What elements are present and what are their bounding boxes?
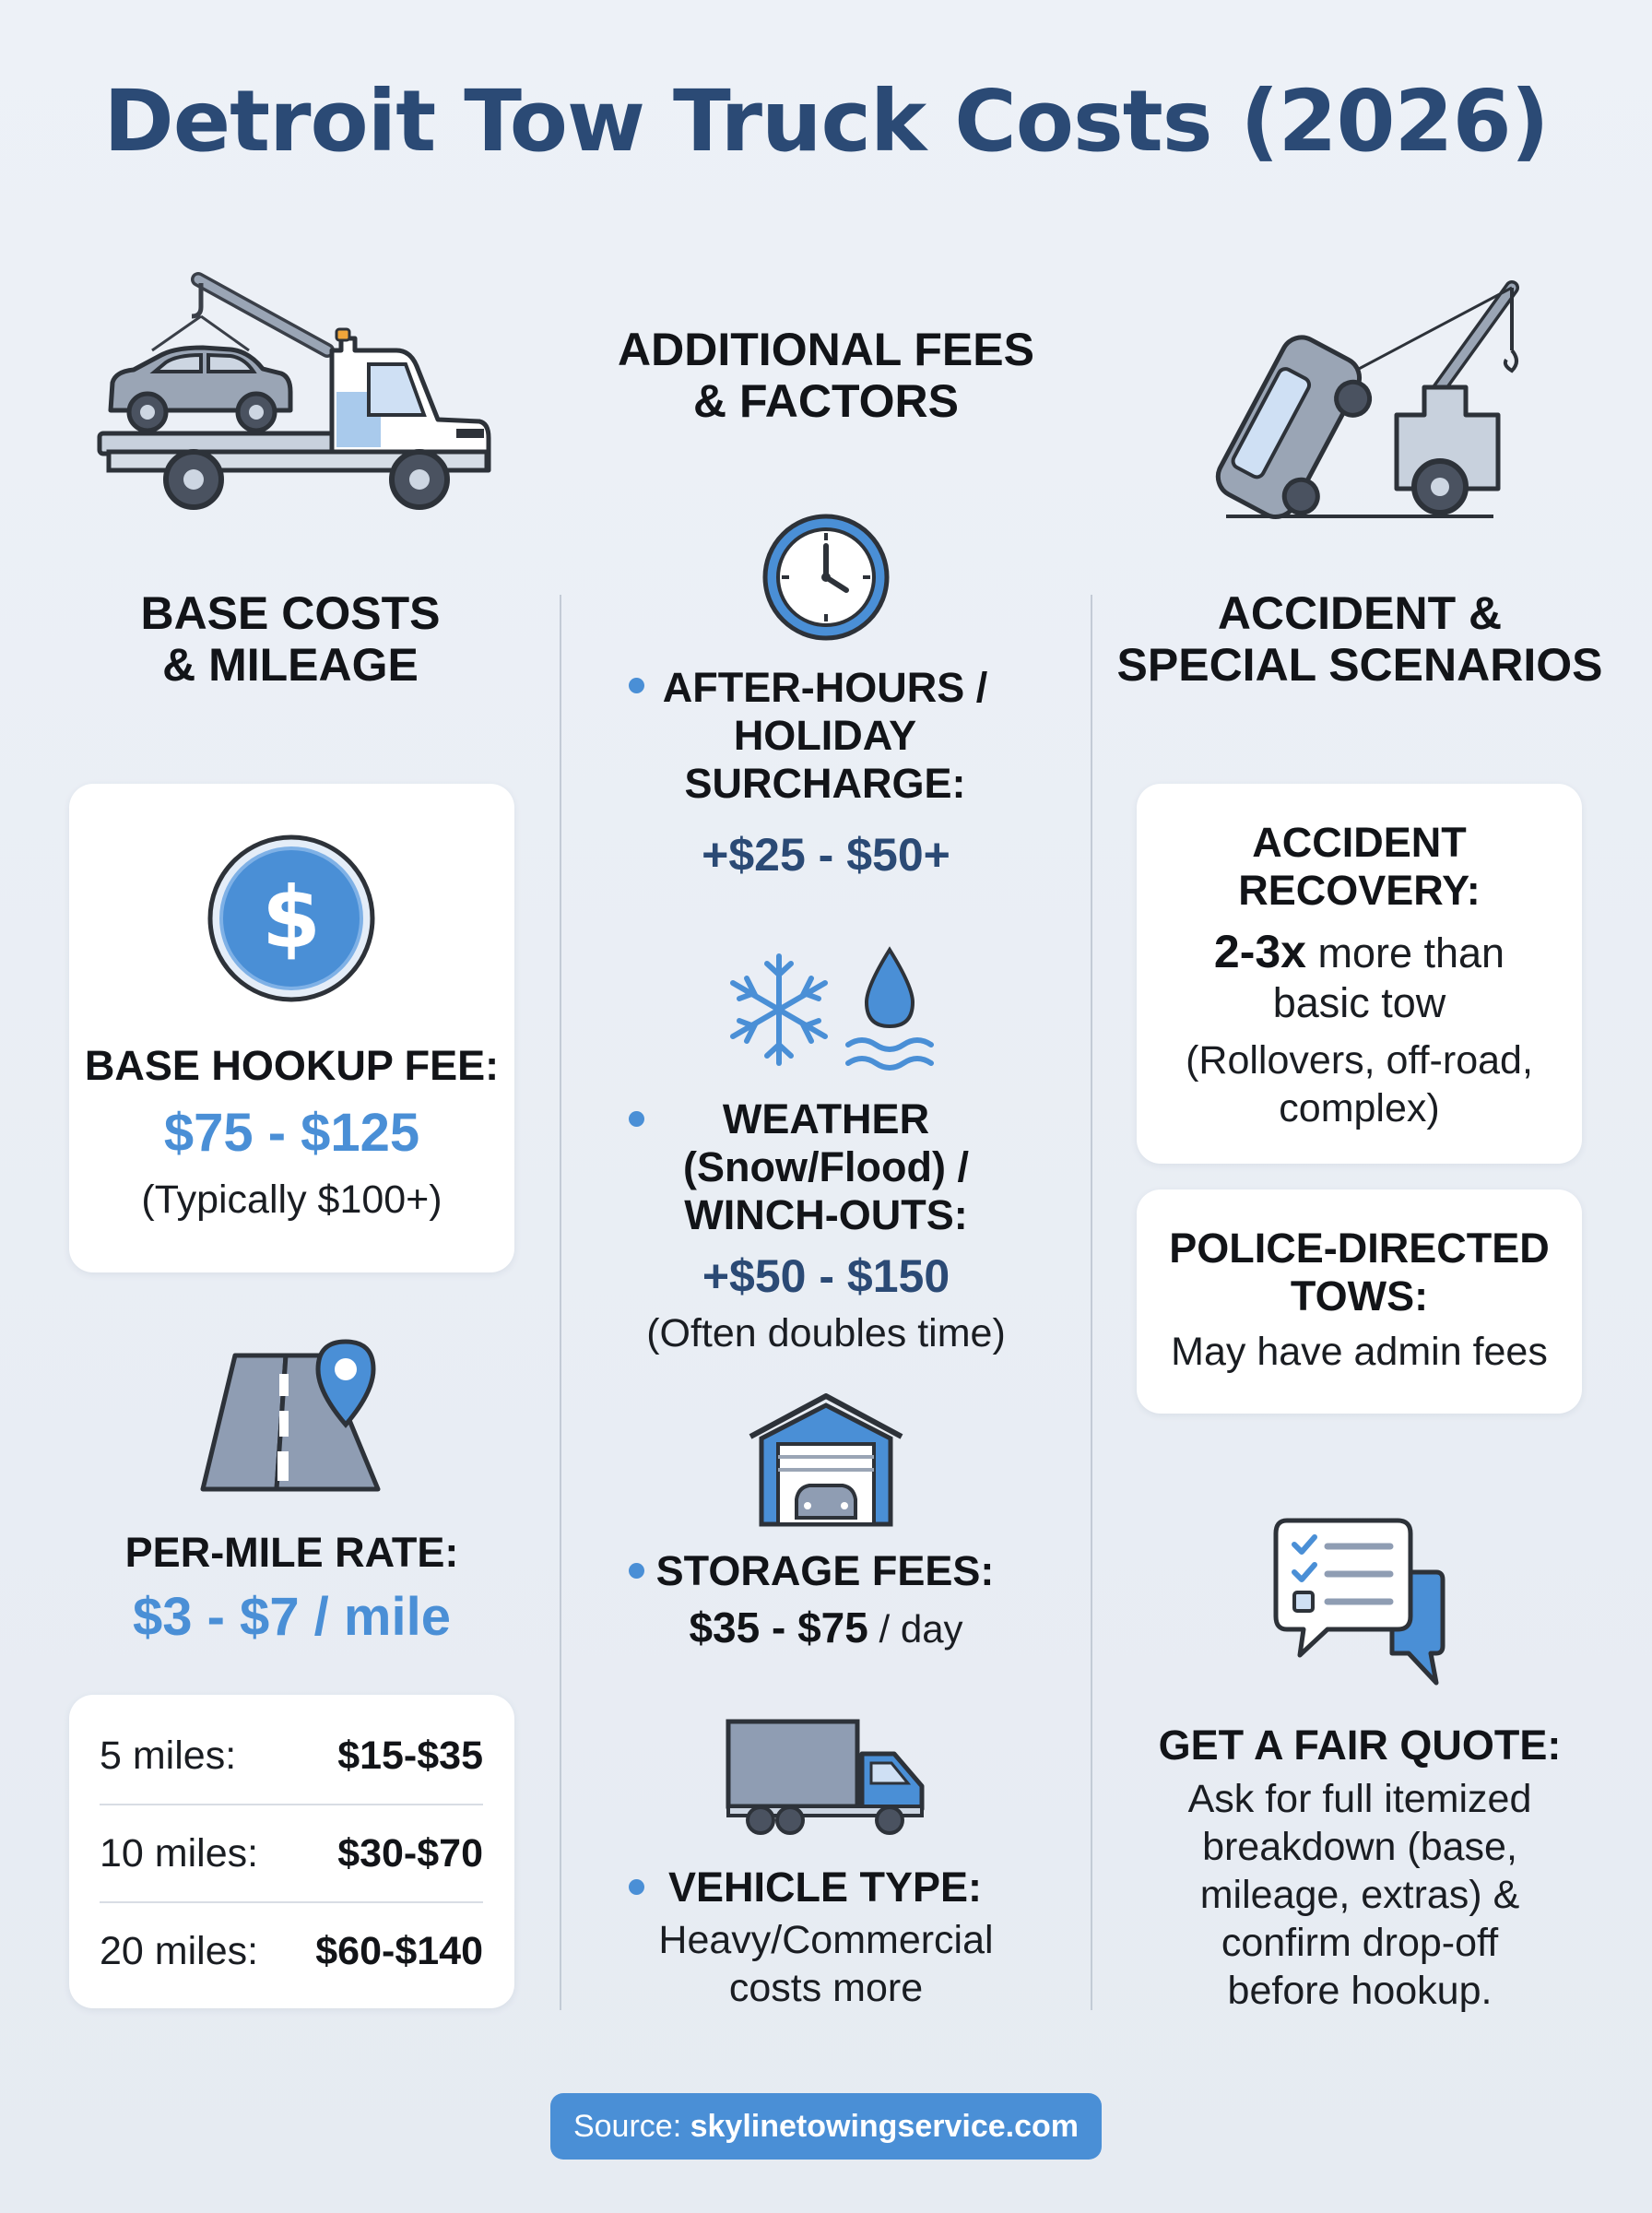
police-tows-note: May have admin fees [1171,1330,1548,1374]
road-pin-icon [198,1337,383,1494]
hookup-fee-label: BASE HOOKUP FEE: [84,1042,500,1089]
column-divider-right [1091,595,1092,2010]
after-hours-label: AFTER-HOURS / HOLIDAY SURCHARGE: [662,664,988,807]
storage-value-line [590,1603,1062,1652]
dollar-coin-icon [207,834,375,1002]
hookup-fee-value: $75 - $125 [163,1103,420,1163]
svg-text:$: $ [261,869,322,967]
per-mile-label: PER-MILE RATE: [124,1529,459,1576]
police-tows-label: POLICE-DIRECTED TOWS: [1169,1225,1550,1320]
weather-label: WEATHER (Snow/Flood) / WINCH-OUTS: [683,1095,969,1238]
fair-quote-advice: Ask for full itemized breakdown (base, mileage, extras) & confirm drop-off before hookup. [1187,1777,1532,2013]
table-row: 20 miles: $60-$140 [100,1928,483,1973]
weather-value: +$50 - $150 [702,1250,950,1302]
vehicle-type-label: VEHICLE TYPE: [667,1864,983,1911]
table-row: 10 miles: $30-$70 [100,1830,483,1876]
source-site: skylinetowingservice.com [690,2108,1080,2144]
vehicle-type-note: Heavy/Commercial costs more [658,1918,994,2010]
accident-multiplier: 2-3x [1213,926,1306,977]
accident-note: (Rollovers, off-road, complex) [1186,1038,1533,1130]
accident-recovery-label: ACCIDENT RECOVERY: [1238,819,1481,914]
hookup-fee-note: (Typically $100+) [141,1178,442,1222]
clock-icon [761,513,891,642]
per-mile-value: $3 - $7 / mile [133,1587,451,1647]
wrecker-rollover-icon [1189,277,1540,521]
flatbed-tow-truck-icon [92,263,498,516]
garage-icon [745,1391,907,1527]
box-truck-icon [724,1717,928,1837]
storage-unit: / day [867,1607,963,1651]
right-column-heading: ACCIDENT & SPECIAL SCENARIOS [1116,587,1603,691]
fair-quote-label: GET A FAIR QUOTE: [1158,1722,1562,1769]
table-row: 5 miles: $15-$35 [100,1733,483,1778]
accident-compare: more than [1305,929,1505,976]
source-badge [550,2093,1102,2160]
column-divider-left [560,595,561,2010]
after-hours-value: +$25 - $50+ [702,829,950,881]
page-title: Detroit Tow Truck Costs (2026) [103,72,1549,171]
storage-label: STORAGE FEES: [655,1547,995,1594]
checklist-chat-icon [1272,1517,1447,1687]
left-column-heading: BASE COSTS & MILEAGE [140,587,441,691]
weather-note: (Often doubles time) [646,1311,1006,1355]
middle-column-heading: ADDITIONAL FEES & FACTORS [618,324,1034,427]
accident-multiplier-line: 2-3x more than basic tow [1213,926,1505,1026]
source-prefix: Source: [572,2108,682,2144]
storage-value: $35 - $75 [689,1604,868,1651]
snowflake-water-icon [719,945,940,1074]
